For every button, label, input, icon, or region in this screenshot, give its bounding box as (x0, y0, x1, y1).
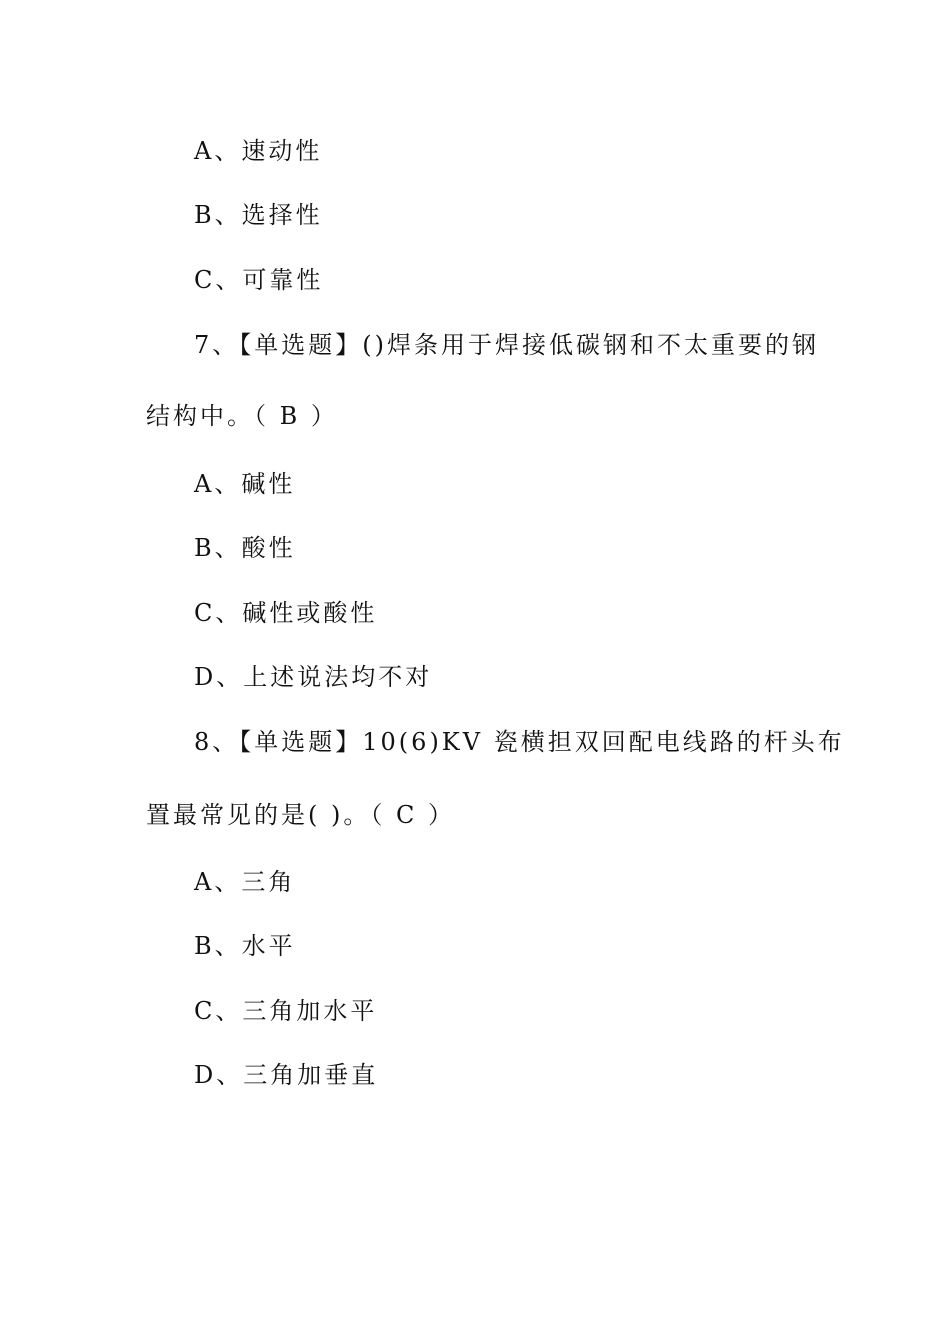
option-a: A、速动性 (194, 137, 323, 165)
question-8-option-a: A、三角 (194, 868, 296, 896)
question-7-option-a: A、碱性 (194, 470, 296, 498)
question-8-text-continued: 置最常见的是( )。（ C ） (146, 801, 455, 829)
question-7-option-c: C、碱性或酸性 (194, 599, 378, 627)
question-7-text-continued: 结构中。（ B ） (146, 402, 338, 430)
option-c: C、可靠性 (194, 266, 324, 294)
question-8-option-d: D、三角加垂直 (194, 1061, 379, 1089)
question-8-text: 8、【单选题】10(6)KV 瓷横担双回配电线路的杆头布 (194, 728, 845, 756)
option-b: B、选择性 (194, 201, 323, 229)
question-7-option-b: B、酸性 (194, 534, 296, 562)
question-8-option-c: C、三角加水平 (194, 997, 378, 1025)
question-8-option-b: B、水平 (194, 932, 296, 960)
question-7-text: 7、【单选题】()焊条用于焊接低碳钢和不太重要的钢 (194, 331, 819, 359)
question-7-option-d: D、上述说法均不对 (194, 663, 433, 691)
